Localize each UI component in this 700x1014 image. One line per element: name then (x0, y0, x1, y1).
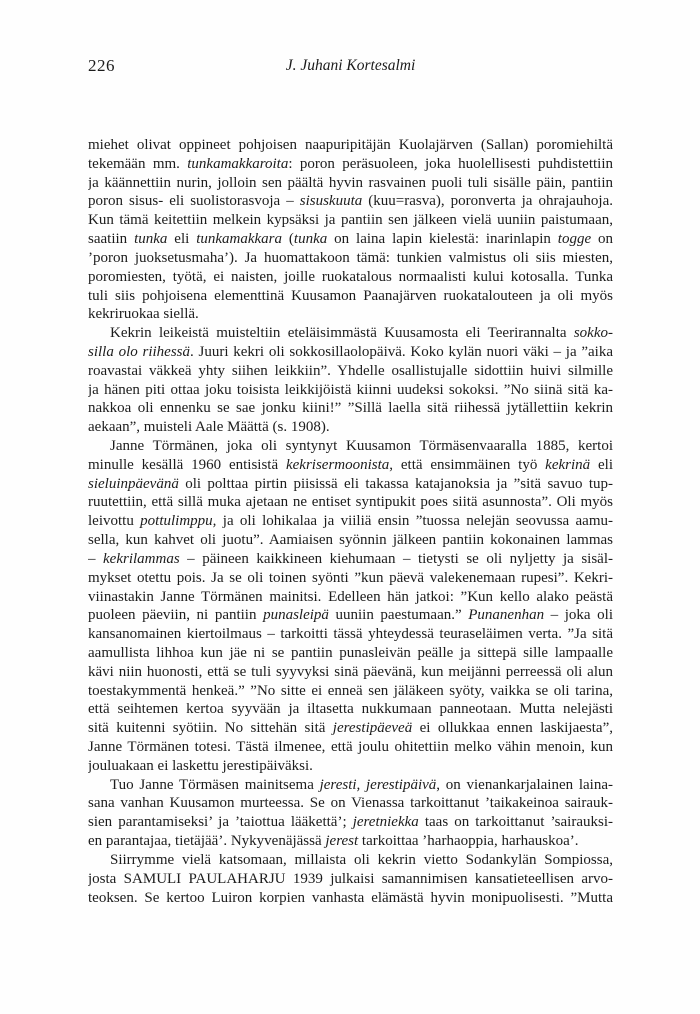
text-run: sitä kuitenni syötiin. No sittehän sitä (88, 720, 333, 737)
text-line (88, 644, 613, 663)
italic-text-run: sieluinpäevänä (88, 475, 179, 492)
text-run: josta SAMULI PAULAHARJU 1939 julkaisi samannimisen kansatieteellisen arvo- (88, 870, 613, 887)
text-run: poromiesten, työtä, ei naisten, joille ruokatalous normaalisti kului kotosalla. Tunka (88, 268, 613, 285)
text-run: oli polttaa pirtin piisissä eli takassa katajanoksia ja ”sitä savuo tup- (178, 475, 613, 492)
italic-text-run: togge (557, 231, 592, 248)
text-run: nakkoa oli ennenku se sae jonku kiini!” ”Sillä laella sitä riihessä jytällettiin kekrin (88, 400, 613, 417)
text-line (88, 813, 613, 832)
italic-text-run: kekrilammas (103, 550, 180, 567)
text-line (88, 418, 613, 437)
text-run: Janne Törmänen totesi. Tästä ilmenee, että joulu ohitettiin melko vähin menoin, kun (88, 739, 613, 755)
italic-text-run: kekrisermoonista (285, 456, 390, 473)
page-header (88, 56, 613, 78)
text-line (88, 794, 613, 813)
text-line (88, 700, 613, 719)
text-line (88, 305, 613, 324)
italic-text-run: sisuskuuta (299, 193, 363, 210)
text-run: aamullista lihhoa kun jäe ni se pantiin punasleivän peälle ja sittepä sille lampaalle (88, 644, 613, 661)
text-line (88, 192, 613, 211)
text-line (88, 362, 613, 381)
text-line (88, 625, 613, 644)
text-run: tuli siis pohjoisena elementtinä Kuusamon Paanajärven ruokatalouteen ja oli myös (88, 287, 613, 304)
text-run: on (591, 231, 613, 248)
text-run: eli (167, 231, 197, 248)
text-run: puoleen päeviin, ni pantiin (88, 607, 264, 624)
text-line (88, 399, 613, 418)
text-run: toestakymmentä henkeä.” ”No sitte ei enneä sen jäläkeen syöty, vaikka se oli tarina, (88, 682, 613, 699)
text-run: että seihtemen kertoa syyvään ja iltasetta nukkumaan panneotaan. Mutta nelejästi (88, 701, 613, 718)
italic-text-run: jerest (325, 833, 359, 850)
text-run: sella, kun kahvet oli juotu”. Aamiaisen syönnin jälkeen pantiin kokonainen lammas (88, 532, 613, 549)
text-line (88, 249, 613, 268)
text-line (88, 343, 613, 362)
page-number: 226 (88, 56, 115, 75)
text-block (88, 136, 613, 907)
text-run: minulle kesällä 1960 entisistä (88, 456, 286, 473)
text-line (88, 136, 613, 155)
running-header: J. Juhani Kortesalmi (285, 57, 416, 74)
text-run: ja hänen piti ottaa joku toisista leikkijöistä kiinni uudeksi sokoksi. ”No siinä sitä ka- (88, 381, 613, 398)
text-run: sien parantamiseksi’ ja ’taiottua lääkettä’; (88, 814, 353, 831)
text-run: Kekrin leikeistä muisteltiin eteläisimmästä Kuusamosta eli Teerirannalta (110, 325, 574, 342)
text-run: teoksen. Se kertoo Luiron korpien vanhasta elämästä hyvin monipuolisesti. ”Mutta (88, 889, 613, 906)
text-line (88, 174, 613, 193)
text-run: eli (590, 456, 613, 473)
text-line (88, 757, 613, 776)
text-line (88, 211, 613, 230)
text-line (88, 475, 613, 494)
text-line (88, 550, 613, 569)
text-line (88, 776, 613, 795)
text-run: (kuu=rasva), poronverta ja ohrajauhoja. (362, 193, 613, 210)
text-run: kekriruokaa siellä. (88, 306, 199, 323)
text-run: mykset otettu pois. Ja se oli toinen syönti ”kun päevä valekenemaan rupesi”. Kekri- (88, 569, 613, 586)
text-run: aekaan”, muisteli Aale Määttä (s. 1908). (88, 419, 330, 436)
text-line (88, 870, 613, 889)
text-line (88, 832, 613, 851)
text-run: on laina lapin kielestä: inarinlapin (327, 231, 558, 248)
text-run: tekemään mm. (88, 155, 188, 172)
text-run: jouluakaan ei laskettu jerestipäiväksi. (88, 757, 313, 774)
italic-text-run: sokko- (573, 325, 613, 342)
text-run: : poron peräsuoleen, joka huolellisesti puhdistettiin (288, 155, 613, 172)
italic-text-run: jeresti, jerestipäivä (319, 776, 437, 793)
text-line (88, 287, 613, 306)
text-run: roavastai väkkeä yhty siihen leikkiin”. Yhdelle osallistujalle sidottiin huivi silmille (88, 362, 613, 379)
text-line (88, 381, 613, 400)
text-run: ei ollukkaa ennen laskijaesta”, (412, 720, 613, 737)
text-run: kävi niin huonosti, että se tuli syyvyksi sinä päevänä, kun meijänni perreessä oli alun (88, 663, 613, 680)
text-run: – (88, 550, 104, 567)
text-line (88, 456, 613, 475)
text-run: ’poron juoksetusmaha’). Ja huomattakoon tämä: tunkien valmistus oli siis miesten, (88, 249, 613, 266)
italic-text-run: tunkamakkara (196, 231, 283, 248)
italic-text-run: tunka (293, 231, 328, 248)
italic-text-run: pottulimppu, (140, 513, 217, 530)
text-line (88, 569, 613, 588)
text-line (88, 738, 613, 757)
text-run: poron sisus- eli suolistorasvoja – (88, 193, 300, 210)
text-run: leivottu (88, 513, 141, 530)
text-line (88, 437, 613, 456)
italic-text-run: Punanenhan (468, 607, 545, 624)
text-run: – päineen kaikkineen kiehumaan – tietysti se oli nyljetty ja sisäl- (179, 550, 613, 567)
text-run: – joka oli (544, 607, 613, 624)
italic-text-run: kekrinä (545, 456, 591, 473)
text-run: Siirrymme vielä katsomaan, millaista oli kekrin vietto Sodankylän Sompiossa, (110, 851, 613, 868)
text-line (88, 889, 613, 908)
text-run: . Juuri kekri oli sokkosillaolopäivä. Koko kylän nuori väki – ja ”aika (190, 343, 613, 360)
text-run: en parantajaa, tietäjää’. Nykyvenäjässä (88, 833, 326, 850)
text-run: Kun tämä keitettiin melkein kypsäksi ja pantiin sen jälkeen vielä uuniin paistumaan, (88, 212, 613, 229)
text-run: uuniin paestumaan.” (328, 607, 469, 624)
text-run: taas on tarkoittanut ’sairauksi- (418, 814, 613, 831)
text-line (88, 663, 613, 682)
italic-text-run: punasleipä (263, 607, 329, 624)
text-run: ja oli lohikalaa ja viiliä ensin ”tuossa nelejän seovussa aamu- (216, 513, 613, 530)
text-run: ( (282, 231, 294, 248)
text-line (88, 588, 613, 607)
italic-text-run: tunka (134, 231, 168, 248)
text-run: , on vienankarjalainen laina- (436, 776, 613, 793)
text-run: miehet olivat oppineet pohjoisen naapuripitäjän Kuolajärven (Sallan) poromiehiltä (88, 137, 613, 153)
text-line (88, 324, 613, 343)
text-line (88, 606, 613, 625)
text-run: Tuo Janne Törmäsen mainitsema (110, 776, 320, 793)
text-run: tarkoittaa ’harhaoppia, harhauskoa’. (358, 833, 579, 850)
text-run: ja käännettiin nurin, jolloin sen päältä hyvin rasvainen puoli tuli sisälle päin, pantiin (88, 174, 613, 191)
text-run: kansanomainen kiertoilmaus – tarkoitti tässä yhteydessä teuraseläimen verta. ”Ja sitä (88, 626, 613, 643)
text-run: , että ensimmäinen työ (389, 456, 546, 473)
text-line (88, 512, 613, 531)
text-line (88, 682, 613, 701)
italic-text-run: jeretniekka (352, 814, 419, 831)
text-line (88, 531, 613, 550)
text-run: Janne Törmänen, joka oli syntynyt Kuusamon Törmäsenvaaralla 1885, kertoi (110, 438, 613, 454)
text-run: saatiin (88, 231, 135, 248)
text-run: sana vanhan Kuusamon murteessa. Se on Vienassa tarkoittanut ’taikakeinoa sairauk- (88, 795, 613, 812)
text-run: ruutettiin, että sillä muka ajetaan ne entiset syntipukit poes siitä asunnosta”. Oli myös (88, 494, 613, 511)
italic-text-run: jerestipäeveä (332, 720, 413, 737)
text-line (88, 155, 613, 174)
text-run: viinastakin Janne Törmänen mainitsi. Edelleen hän jatkoi: ”Kun kello alako peästä (88, 588, 613, 605)
text-line (88, 230, 613, 249)
italic-text-run: silla olo riihessä (88, 343, 191, 360)
text-line (88, 493, 613, 512)
italic-text-run: tunkamakkaroita (187, 155, 289, 172)
text-line (88, 719, 613, 738)
text-line (88, 851, 613, 870)
text-line (88, 268, 613, 287)
